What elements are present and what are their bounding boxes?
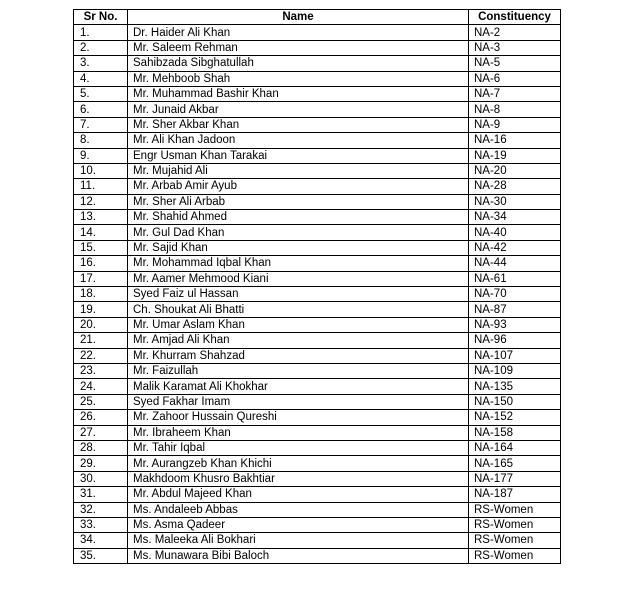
cell-constituency: NA-177 bbox=[469, 471, 561, 486]
cell-name: Ch. Shoukat Ali Bhatti bbox=[128, 302, 469, 317]
cell-name: Mr. Faizullah bbox=[128, 363, 469, 378]
table-row bbox=[74, 533, 561, 548]
cell-sr-no: 1. bbox=[74, 25, 128, 40]
cell-name: Malik Karamat Ali Khokhar bbox=[128, 379, 469, 394]
cell-sr-no: 13. bbox=[74, 210, 128, 225]
cell-sr-no: 28. bbox=[74, 440, 128, 455]
cell-name: Mr. Sher Akbar Khan bbox=[128, 117, 469, 132]
cell-constituency: NA-6 bbox=[469, 71, 561, 86]
cell-sr-no: 21. bbox=[74, 333, 128, 348]
cell-name: Mr. Ibraheem Khan bbox=[128, 425, 469, 440]
cell-sr-no: 14. bbox=[74, 225, 128, 240]
cell-name: Mr. Mujahid Ali bbox=[128, 163, 469, 178]
table-body bbox=[74, 25, 561, 564]
cell-sr-no: 22. bbox=[74, 348, 128, 363]
cell-constituency: NA-9 bbox=[469, 117, 561, 132]
table-row bbox=[74, 440, 561, 455]
cell-constituency: NA-165 bbox=[469, 456, 561, 471]
cell-sr-no: 17. bbox=[74, 271, 128, 286]
table-row bbox=[74, 194, 561, 209]
cell-name: Mr. Arbab Amir Ayub bbox=[128, 179, 469, 194]
table-row bbox=[74, 271, 561, 286]
members-table bbox=[73, 9, 561, 564]
cell-name: Mr. Ali Khan Jadoon bbox=[128, 133, 469, 148]
cell-sr-no: 26. bbox=[74, 410, 128, 425]
cell-name: Mr. Abdul Majeed Khan bbox=[128, 487, 469, 502]
table-row bbox=[74, 471, 561, 486]
cell-constituency: NA-5 bbox=[469, 56, 561, 71]
table-row bbox=[74, 256, 561, 271]
table-row bbox=[74, 379, 561, 394]
cell-name: Mr. Junaid Akbar bbox=[128, 102, 469, 117]
cell-constituency: NA-30 bbox=[469, 194, 561, 209]
cell-constituency: NA-96 bbox=[469, 333, 561, 348]
cell-constituency: NA-19 bbox=[469, 148, 561, 163]
cell-sr-no: 34. bbox=[74, 533, 128, 548]
cell-name: Ms. Maleeka Ali Bokhari bbox=[128, 533, 469, 548]
cell-constituency: NA-70 bbox=[469, 287, 561, 302]
cell-constituency: NA-87 bbox=[469, 302, 561, 317]
table-row bbox=[74, 148, 561, 163]
cell-sr-no: 15. bbox=[74, 240, 128, 255]
cell-sr-no: 25. bbox=[74, 394, 128, 409]
table-row bbox=[74, 487, 561, 502]
cell-name: Makhdoom Khusro Bakhtiar bbox=[128, 471, 469, 486]
cell-sr-no: 5. bbox=[74, 86, 128, 101]
cell-constituency: NA-34 bbox=[469, 210, 561, 225]
table-row bbox=[74, 317, 561, 332]
cell-name: Mr. Mehboob Shah bbox=[128, 71, 469, 86]
cell-sr-no: 19. bbox=[74, 302, 128, 317]
table-row bbox=[74, 210, 561, 225]
table-row bbox=[74, 348, 561, 363]
table-row bbox=[74, 117, 561, 132]
cell-name: Mr. Umar Aslam Khan bbox=[128, 317, 469, 332]
table-row bbox=[74, 410, 561, 425]
cell-sr-no: 3. bbox=[74, 56, 128, 71]
cell-constituency: NA-109 bbox=[469, 363, 561, 378]
cell-sr-no: 4. bbox=[74, 71, 128, 86]
cell-name: Dr. Haider Ali Khan bbox=[128, 25, 469, 40]
cell-sr-no: 10. bbox=[74, 163, 128, 178]
cell-name: Mr. Zahoor Hussain Qureshi bbox=[128, 410, 469, 425]
cell-constituency: NA-8 bbox=[469, 102, 561, 117]
cell-name: Mr. Sher Ali Arbab bbox=[128, 194, 469, 209]
table-row bbox=[74, 425, 561, 440]
table-row bbox=[74, 394, 561, 409]
table-row bbox=[74, 287, 561, 302]
cell-constituency: RS-Women bbox=[469, 548, 561, 563]
cell-sr-no: 31. bbox=[74, 487, 128, 502]
table-row bbox=[74, 133, 561, 148]
cell-name: Sahibzada Sibghatullah bbox=[128, 56, 469, 71]
cell-name: Syed Faiz ul Hassan bbox=[128, 287, 469, 302]
cell-constituency: NA-3 bbox=[469, 40, 561, 55]
cell-sr-no: 20. bbox=[74, 317, 128, 332]
table-row bbox=[74, 179, 561, 194]
cell-constituency: RS-Women bbox=[469, 533, 561, 548]
cell-constituency: NA-61 bbox=[469, 271, 561, 286]
table-row bbox=[74, 86, 561, 101]
table-header-row bbox=[74, 10, 561, 25]
header-name: Name bbox=[128, 10, 469, 25]
cell-constituency: NA-7 bbox=[469, 86, 561, 101]
cell-sr-no: 9. bbox=[74, 148, 128, 163]
cell-constituency: NA-2 bbox=[469, 25, 561, 40]
cell-name: Ms. Asma Qadeer bbox=[128, 517, 469, 532]
cell-sr-no: 24. bbox=[74, 379, 128, 394]
table-row bbox=[74, 225, 561, 240]
table-row bbox=[74, 302, 561, 317]
cell-constituency: RS-Women bbox=[469, 517, 561, 532]
table-row bbox=[74, 456, 561, 471]
cell-sr-no: 23. bbox=[74, 363, 128, 378]
table-row bbox=[74, 102, 561, 117]
cell-constituency: NA-150 bbox=[469, 394, 561, 409]
cell-name: Mr. Aurangzeb Khan Khichi bbox=[128, 456, 469, 471]
cell-sr-no: 30. bbox=[74, 471, 128, 486]
cell-name: Mr. Amjad Ali Khan bbox=[128, 333, 469, 348]
cell-constituency: NA-152 bbox=[469, 410, 561, 425]
cell-name: Ms. Andaleeb Abbas bbox=[128, 502, 469, 517]
cell-sr-no: 35. bbox=[74, 548, 128, 563]
table-row bbox=[74, 517, 561, 532]
cell-name: Mr. Muhammad Bashir Khan bbox=[128, 86, 469, 101]
cell-name: Mr. Sajid Khan bbox=[128, 240, 469, 255]
cell-sr-no: 2. bbox=[74, 40, 128, 55]
cell-sr-no: 12. bbox=[74, 194, 128, 209]
cell-constituency: NA-16 bbox=[469, 133, 561, 148]
cell-sr-no: 7. bbox=[74, 117, 128, 132]
table-row bbox=[74, 240, 561, 255]
cell-constituency: NA-107 bbox=[469, 348, 561, 363]
cell-sr-no: 18. bbox=[74, 287, 128, 302]
header-constituency: Constituency bbox=[469, 10, 561, 25]
cell-sr-no: 33. bbox=[74, 517, 128, 532]
cell-name: Mr. Saleem Rehman bbox=[128, 40, 469, 55]
table-row bbox=[74, 502, 561, 517]
cell-sr-no: 8. bbox=[74, 133, 128, 148]
cell-name: Mr. Mohammad Iqbal Khan bbox=[128, 256, 469, 271]
table-row bbox=[74, 71, 561, 86]
cell-name: Engr Usman Khan Tarakai bbox=[128, 148, 469, 163]
cell-constituency: NA-20 bbox=[469, 163, 561, 178]
cell-constituency: NA-187 bbox=[469, 487, 561, 502]
table-row bbox=[74, 163, 561, 178]
table-row bbox=[74, 25, 561, 40]
table-row bbox=[74, 56, 561, 71]
cell-sr-no: 16. bbox=[74, 256, 128, 271]
cell-constituency: NA-44 bbox=[469, 256, 561, 271]
cell-constituency: NA-135 bbox=[469, 379, 561, 394]
cell-constituency: NA-93 bbox=[469, 317, 561, 332]
cell-constituency: NA-158 bbox=[469, 425, 561, 440]
cell-sr-no: 32. bbox=[74, 502, 128, 517]
cell-sr-no: 6. bbox=[74, 102, 128, 117]
cell-name: Mr. Aamer Mehmood Kiani bbox=[128, 271, 469, 286]
cell-sr-no: 29. bbox=[74, 456, 128, 471]
table-row bbox=[74, 548, 561, 563]
cell-sr-no: 11. bbox=[74, 179, 128, 194]
cell-name: Mr. Gul Dad Khan bbox=[128, 225, 469, 240]
cell-sr-no: 27. bbox=[74, 425, 128, 440]
cell-name: Mr. Tahir Iqbal bbox=[128, 440, 469, 455]
table-row bbox=[74, 363, 561, 378]
header-sr-no: Sr No. bbox=[74, 10, 128, 25]
cell-constituency: RS-Women bbox=[469, 502, 561, 517]
table-row bbox=[74, 40, 561, 55]
cell-constituency: NA-164 bbox=[469, 440, 561, 455]
cell-name: Mr. Khurram Shahzad bbox=[128, 348, 469, 363]
cell-constituency: NA-28 bbox=[469, 179, 561, 194]
table-row bbox=[74, 333, 561, 348]
cell-name: Mr. Shahid Ahmed bbox=[128, 210, 469, 225]
cell-constituency: NA-42 bbox=[469, 240, 561, 255]
cell-constituency: NA-40 bbox=[469, 225, 561, 240]
cell-name: Syed Fakhar Imam bbox=[128, 394, 469, 409]
cell-name: Ms. Munawara Bibi Baloch bbox=[128, 548, 469, 563]
